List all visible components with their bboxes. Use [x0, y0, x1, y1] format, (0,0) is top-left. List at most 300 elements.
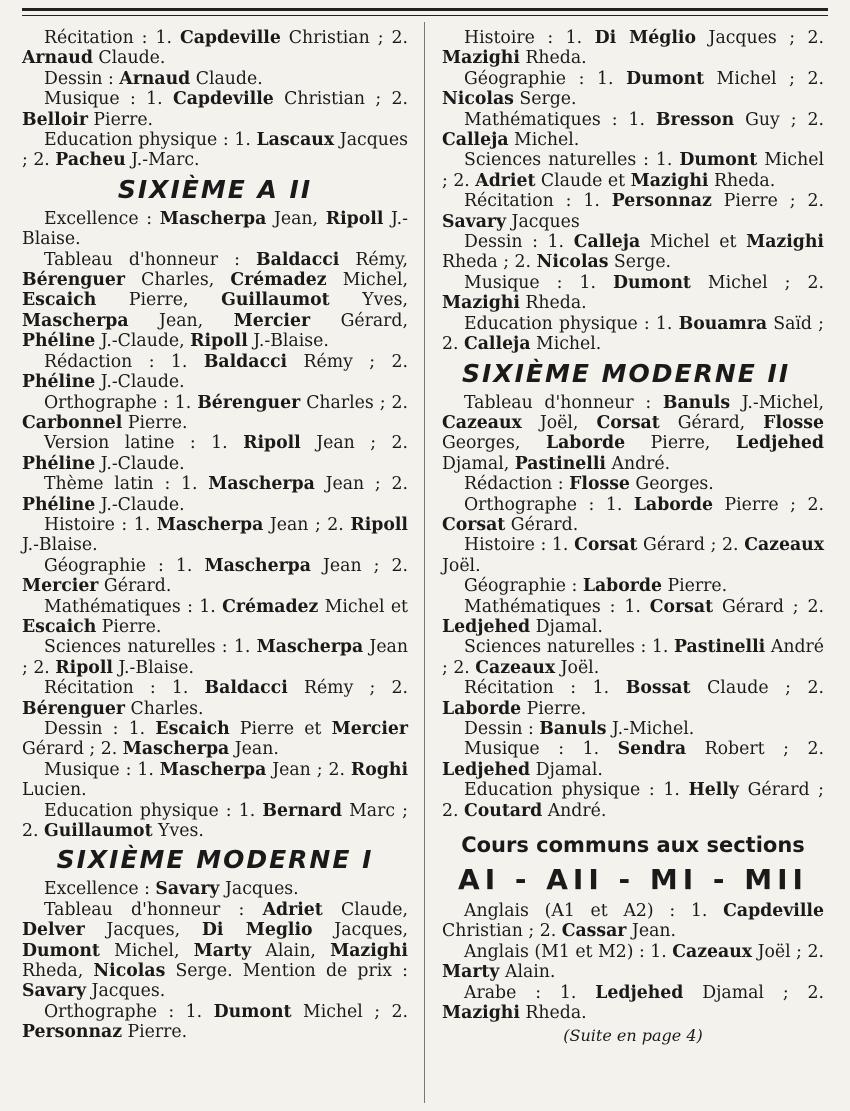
entry-text: Serge. Mention de prix : [165, 961, 408, 982]
entry-text: J.-Blaise. [22, 208, 408, 250]
entries-block [442, 28, 824, 355]
award-entry [22, 1002, 408, 1043]
student-name: Nicolas [442, 89, 514, 110]
student-name: Delver [22, 920, 85, 941]
entry-text: Michel. [508, 130, 580, 151]
entry-text: Jacques, [312, 920, 408, 941]
student-name: Guillaumot [221, 290, 330, 311]
entry-text: Rheda. [519, 48, 587, 69]
student-name: Laborde [633, 494, 713, 515]
award-entry [442, 273, 824, 314]
student-name: Mascherpa [159, 208, 267, 229]
entry-text: Sciences naturelles : 1. [464, 637, 674, 658]
student-name: Personnaz [611, 191, 712, 212]
entry-text: Claude ; 2. [690, 678, 824, 699]
student-name: Banuls [539, 719, 607, 739]
student-name: Mascherpa [256, 637, 364, 658]
student-name: Dumont [612, 272, 691, 293]
entry-text: Djamal. [530, 759, 603, 780]
entry-text: Michel, [99, 940, 194, 961]
student-name: Calleja [573, 232, 641, 253]
section-subtitle-sections: AI - AII - MI - MII [458, 863, 808, 897]
entry-text: Education physique : 1. [44, 800, 263, 821]
entry-text: Michel ; 2. [690, 272, 824, 293]
entry-text: Anglais (A1 et A2) : 1. [464, 901, 724, 922]
student-name: Mazighi [630, 170, 709, 191]
entry-text: Christian ; 2. [442, 921, 562, 942]
entry-text: Pierre ; 2. [711, 191, 824, 212]
entry-text: Pierre. [661, 576, 728, 597]
entry-text: J.-Claude. [95, 453, 185, 474]
continued-note: (Suite en page 4) [563, 1026, 703, 1046]
entry-text: Joël. [555, 657, 600, 678]
entry-text: Récitation : 1. [464, 191, 612, 212]
entry-text: Jean ; 2. [310, 555, 408, 576]
entry-text: Claude. [92, 48, 166, 69]
entry-text: Mathématiques : 1. [464, 109, 656, 130]
right-column [442, 28, 824, 1047]
student-name: Phéline [22, 331, 96, 352]
student-name: Corsat [649, 596, 714, 617]
student-name: Capdeville [723, 901, 824, 922]
award-entry [442, 232, 824, 273]
award-entry [442, 719, 824, 739]
student-name: Nicolas [93, 961, 166, 982]
student-name: Lascaux [256, 130, 335, 151]
award-entry [442, 474, 824, 494]
entry-text: Christian ; 2. [273, 89, 408, 110]
entry-text: Guy ; 2. [734, 109, 824, 130]
entry-text: Michel. [530, 334, 602, 355]
section-title-sixieme-a2: SIXIÈME A II [117, 174, 313, 204]
student-name: Belloir [22, 109, 88, 130]
entry-text: Education physique : 1. [44, 130, 257, 151]
student-name: Personnaz [22, 1022, 123, 1043]
entry-text: Michel, [326, 270, 408, 291]
award-entry [22, 393, 408, 434]
entry-text: Dessin : 1. [44, 719, 156, 739]
student-name: Ledjehed [442, 616, 531, 637]
student-name: Adriet [262, 899, 323, 920]
entry-text: Pierre. [96, 616, 162, 637]
section-title-sixieme-moderne-1: SIXIÈME MODERNE I [56, 845, 374, 875]
student-name: Dumont [213, 1001, 292, 1022]
entry-text: Jean ; 2. [266, 759, 351, 780]
entry-text: Rémy ; 2. [287, 351, 408, 372]
student-name: Carbonnel [22, 412, 123, 433]
entry-text: Rédaction : [464, 474, 570, 495]
student-name: Dumont [22, 940, 100, 961]
student-name: Dumont [679, 150, 758, 171]
entry-text: J.-Claude. [95, 494, 185, 515]
entry-text: Géographie : [464, 576, 583, 597]
student-name: Phéline [22, 494, 96, 515]
entry-text: Jean, [128, 310, 234, 331]
award-entry [22, 130, 408, 171]
student-name: Dumont [626, 68, 705, 89]
entry-text: Rédaction : 1. [44, 351, 204, 372]
award-entry [442, 901, 824, 942]
entry-text: Jean ; 2. [22, 637, 408, 678]
student-name: Calleja [442, 130, 509, 151]
student-name: Crémadez [230, 270, 327, 291]
award-entry [442, 314, 824, 355]
entry-text: Jacques. [86, 981, 166, 1002]
entry-text: Alain, [251, 940, 331, 961]
entry-text: Georges, [442, 433, 546, 454]
entry-text: J.-Michel, [730, 392, 824, 413]
entry-text: Orthographe : 1. [44, 392, 198, 413]
student-name: Bossat [625, 678, 691, 699]
entry-text: Jean ; 2. [263, 514, 351, 535]
entry-text: Rheda. [519, 293, 587, 314]
entry-text: Musique : 1. [464, 739, 618, 760]
student-name: Mascherpa [156, 514, 264, 535]
entry-text: Gérard ; 2. [442, 780, 824, 821]
student-name: Ledjehed [735, 433, 824, 454]
entry-text: Dessin : [464, 719, 540, 739]
entry-text: Pierre ; 2. [713, 494, 825, 515]
entry-text: Dessin : [44, 68, 120, 89]
entry-text: Claude, [322, 899, 408, 920]
entry-text: Pierre et [229, 719, 332, 739]
student-name: Mazighi [442, 1003, 520, 1024]
entry-text: André ; 2. [442, 637, 824, 678]
student-name: Mascherpa [208, 474, 315, 495]
student-name: Banuls [662, 392, 731, 413]
award-entry [22, 678, 408, 719]
entry-text: Géographie : 1. [464, 68, 627, 89]
entry-text: Jean. [626, 921, 676, 942]
student-name: Corsat [574, 535, 638, 556]
entry-text: André. [606, 453, 671, 474]
top-rule [22, 8, 828, 16]
award-entry [22, 250, 408, 352]
award-entry [22, 28, 408, 69]
entry-text: Rheda, [22, 961, 94, 982]
award-entry [442, 942, 824, 983]
award-entry [442, 739, 824, 780]
entry-text: Récitation : 1. [44, 678, 205, 699]
entries-block [442, 393, 824, 822]
entry-text: Pierre. [122, 1022, 188, 1043]
entry-text: Jean. [229, 739, 279, 760]
award-entry [442, 576, 824, 596]
student-name: Marty [442, 962, 500, 983]
entry-text: Pierre. [122, 412, 188, 433]
student-name: Bouamra [678, 313, 768, 334]
entry-text: Anglais (M1 et M2) : 1. [464, 941, 673, 962]
student-name: Savary [22, 981, 87, 1002]
entry-text: Yves. [152, 821, 204, 842]
entry-text: Jean ; 2. [314, 474, 408, 495]
student-name: Mercier [331, 719, 408, 739]
student-name: Sendra [617, 739, 687, 760]
student-name: Guillaumot [43, 821, 153, 842]
entry-text: Rheda. [708, 170, 776, 191]
student-name: Calleja [463, 334, 531, 355]
award-entry [22, 515, 408, 556]
student-name: Mascherpa [122, 739, 230, 760]
student-name: Cazeaux [442, 412, 522, 433]
award-entry [22, 556, 408, 597]
student-name: Ripoll [190, 331, 248, 352]
entry-text: Serge. [513, 89, 577, 110]
award-entry [22, 597, 408, 638]
entry-text: Version latine : 1. [44, 433, 244, 454]
entry-text: Joël. [442, 555, 481, 576]
student-name: Mazighi [442, 48, 520, 69]
student-name: Laborde [442, 698, 522, 719]
student-name: Cazeaux [672, 941, 753, 962]
entry-text: Michel et [318, 596, 408, 617]
student-name: Cazeaux [475, 657, 556, 678]
entry-text: Lucien. [22, 780, 87, 801]
award-entry [442, 150, 824, 191]
award-entry [22, 209, 408, 250]
entry-text: Récitation : 1. [464, 678, 626, 699]
entry-text: J.-Michel. [606, 719, 695, 739]
award-entry [22, 801, 408, 842]
entry-text: Jacques. [219, 879, 299, 900]
entry-text: Gérard ; 2. [637, 535, 745, 556]
award-entry [22, 760, 408, 801]
student-name: Mascherpa [204, 555, 311, 576]
award-entry [22, 719, 408, 760]
student-name: Escaich [155, 719, 230, 739]
entry-text: Récitation : 1. [44, 28, 180, 48]
entry-text: Dessin : 1. [464, 232, 574, 253]
student-name: Escaich [22, 290, 97, 311]
award-entry [442, 780, 824, 821]
student-name: Phéline [22, 453, 96, 474]
entry-text: Excellence : [44, 879, 156, 900]
award-entry [22, 89, 408, 130]
award-entry [22, 352, 408, 393]
award-entry [442, 637, 824, 678]
student-name: Cassar [561, 921, 627, 942]
student-name: Laborde [545, 433, 626, 454]
student-name: Bernard [262, 800, 342, 821]
student-name: Mascherpa [159, 759, 267, 780]
entry-text: Pierre. [521, 698, 587, 719]
student-name: Mercier [233, 310, 311, 331]
entry-text: Michel et [640, 232, 747, 253]
student-name: Capdeville [172, 89, 274, 110]
section-title-cours-communs: Cours communs aux sections [461, 833, 805, 858]
award-entry [22, 69, 408, 89]
student-name: Mercier [22, 576, 99, 597]
entry-text: Tableau d'honneur : [44, 249, 257, 270]
entry-text: J.-Marc. [125, 150, 200, 171]
entry-text: Musique : 1. [44, 759, 160, 780]
entry-text: Claude et [535, 170, 631, 191]
entry-text: Pierre, [96, 290, 222, 311]
award-entry [442, 191, 824, 232]
entry-text: Joël, [521, 412, 597, 433]
student-name: Capdeville [179, 28, 281, 48]
entry-text: Christian ; 2. [280, 28, 408, 48]
student-name: Arnaud [119, 68, 191, 89]
entry-text: Jacques ; 2. [696, 28, 824, 48]
entries-block [442, 901, 824, 1023]
entry-text: Jacques [506, 211, 580, 232]
entry-text: Alain. [499, 962, 556, 983]
student-name: Marty [193, 940, 252, 961]
student-name: Ripoll [243, 433, 301, 454]
entry-text: Education physique : 1. [464, 780, 689, 801]
entry-text: Histoire : 1. [464, 535, 575, 556]
entry-text: Michel ; 2. [442, 150, 824, 191]
entry-text: Gérard ; 2. [713, 596, 824, 617]
student-name: Ripoll [350, 514, 408, 535]
award-entry [442, 495, 824, 536]
entry-text: Mathématiques : 1. [464, 596, 650, 617]
award-entry [442, 535, 824, 576]
award-entry [442, 110, 824, 151]
entry-text: Sciences naturelles : 1. [464, 150, 680, 171]
student-name: Mazighi [330, 940, 408, 961]
entry-text: Charles. [125, 698, 204, 719]
student-name: Ripoll [325, 208, 384, 229]
student-name: Bresson [655, 109, 735, 130]
student-name: Roghi [350, 759, 409, 780]
student-name: Baldacci [256, 249, 340, 270]
section-title-sixieme-moderne-2: SIXIÈME MODERNE II [462, 358, 791, 388]
entry-text: Thème latin : 1. [44, 474, 209, 495]
entry-text: Jacques ; 2. [22, 130, 408, 171]
student-name: Bérenguer [22, 270, 126, 291]
entry-text: J.-Claude. [95, 372, 185, 393]
award-entry [22, 879, 408, 899]
award-entry [442, 983, 824, 1024]
entry-text: Rheda. [519, 1003, 587, 1024]
entry-text: Michel ; 2. [291, 1001, 408, 1022]
entry-text: Gérard. [98, 576, 172, 597]
entry-text: Saïd ; 2. [442, 313, 824, 355]
entry-text: Orthographe : 1. [464, 494, 634, 515]
entry-text: Musique : 1. [464, 272, 613, 293]
student-name: Corsat [442, 514, 506, 535]
entry-text: Musique : 1. [44, 89, 173, 110]
student-name: Ledjehed [442, 759, 531, 780]
entry-text: Orthographe : 1. [44, 1001, 214, 1022]
entry-text: Arabe : 1. [464, 982, 596, 1003]
student-name: Corsat [596, 412, 660, 433]
entries-block [22, 879, 408, 1042]
entry-text: Robert ; 2. [686, 739, 824, 760]
entry-text: Jean ; 2. [300, 433, 408, 454]
entry-text: Pierre, [625, 433, 736, 454]
entry-text: Gérard ; 2. [22, 739, 123, 760]
entries-block [22, 28, 408, 171]
student-name: Mascherpa [22, 310, 129, 331]
entry-text: Jean, [266, 208, 326, 229]
student-name: Mazighi [442, 293, 520, 314]
entry-text: Mathématiques : 1. [44, 596, 223, 617]
student-name: Mazighi [746, 232, 824, 253]
student-name: Pastinelli [514, 453, 606, 474]
student-name: Laborde [582, 576, 662, 597]
student-name: Arnaud [22, 48, 93, 69]
entry-text: J.-Blaise. [22, 535, 98, 556]
award-entry [442, 28, 824, 69]
student-name: Ripoll [55, 657, 113, 678]
left-column [22, 28, 408, 1043]
entry-text: Excellence : [44, 208, 160, 229]
entry-text: Gérard. [505, 514, 579, 535]
entry-text: Jacques, [84, 920, 202, 941]
award-entry [442, 69, 824, 110]
entry-text: Yves, [329, 290, 408, 311]
entry-text: Djamal, [442, 453, 515, 474]
entry-text: Djamal ; 2. [683, 982, 824, 1003]
entry-text: Djamal. [530, 616, 603, 637]
entry-text: J.-Blaise. [112, 657, 195, 678]
student-name: Ledjehed [595, 982, 684, 1003]
column-divider [424, 22, 425, 1103]
entry-text: J.-Claude, [95, 331, 191, 352]
entry-text: Gérard, [310, 310, 408, 331]
student-name: Nicolas [536, 252, 609, 273]
entry-text: Charles ; 2. [300, 392, 408, 413]
student-name: Adriet [475, 170, 536, 191]
entry-text: Charles, [125, 270, 231, 291]
student-name: Phéline [22, 372, 96, 393]
entry-text: Tableau d'honneur : [44, 899, 263, 920]
entry-text: Education physique : 1. [464, 313, 679, 334]
entry-text: Pierre. [87, 109, 154, 130]
student-name: Cazeaux [744, 535, 825, 556]
entry-text: Michel ; 2. [704, 68, 824, 89]
entry-text: Tableau d'honneur : [464, 392, 663, 413]
entry-text: Histoire : 1. [464, 28, 595, 48]
entry-text: Marc ; 2. [22, 800, 408, 842]
student-name: Bérenguer [22, 698, 126, 719]
student-name: Helly [688, 780, 739, 801]
student-name: Flosse [763, 412, 824, 433]
award-entry [442, 393, 824, 475]
student-name: Pastinelli [673, 637, 766, 658]
entry-text: Rheda ; 2. [442, 252, 537, 273]
entry-text: Claude. [190, 68, 263, 89]
award-entry [442, 597, 824, 638]
entry-text: Joël ; 2. [752, 941, 824, 962]
entry-text: Sciences naturelles : 1. [44, 637, 257, 658]
award-entry [22, 433, 408, 474]
entry-text: Rémy ; 2. [287, 678, 408, 699]
entry-text: Gérard, [659, 412, 764, 433]
student-name: Di Meglio [201, 920, 313, 941]
award-entry [442, 678, 824, 719]
award-entry [22, 474, 408, 515]
entry-text: André. [542, 800, 607, 821]
entry-text: Rémy, [339, 249, 408, 270]
student-name: Savary [155, 879, 220, 900]
entry-text: Histoire : 1. [44, 514, 157, 535]
student-name: Escaich [22, 616, 97, 637]
student-name: Savary [442, 211, 507, 232]
award-entry [22, 900, 408, 1002]
student-name: Coutard [463, 800, 543, 821]
entries-block [22, 209, 408, 842]
student-name: Di Méglio [594, 28, 697, 48]
student-name: Flosse [569, 474, 630, 495]
student-name: Crémadez [222, 596, 319, 617]
student-name: Baldacci [204, 678, 288, 699]
award-entry [22, 637, 408, 678]
entry-text: J.-Blaise. [247, 331, 329, 352]
